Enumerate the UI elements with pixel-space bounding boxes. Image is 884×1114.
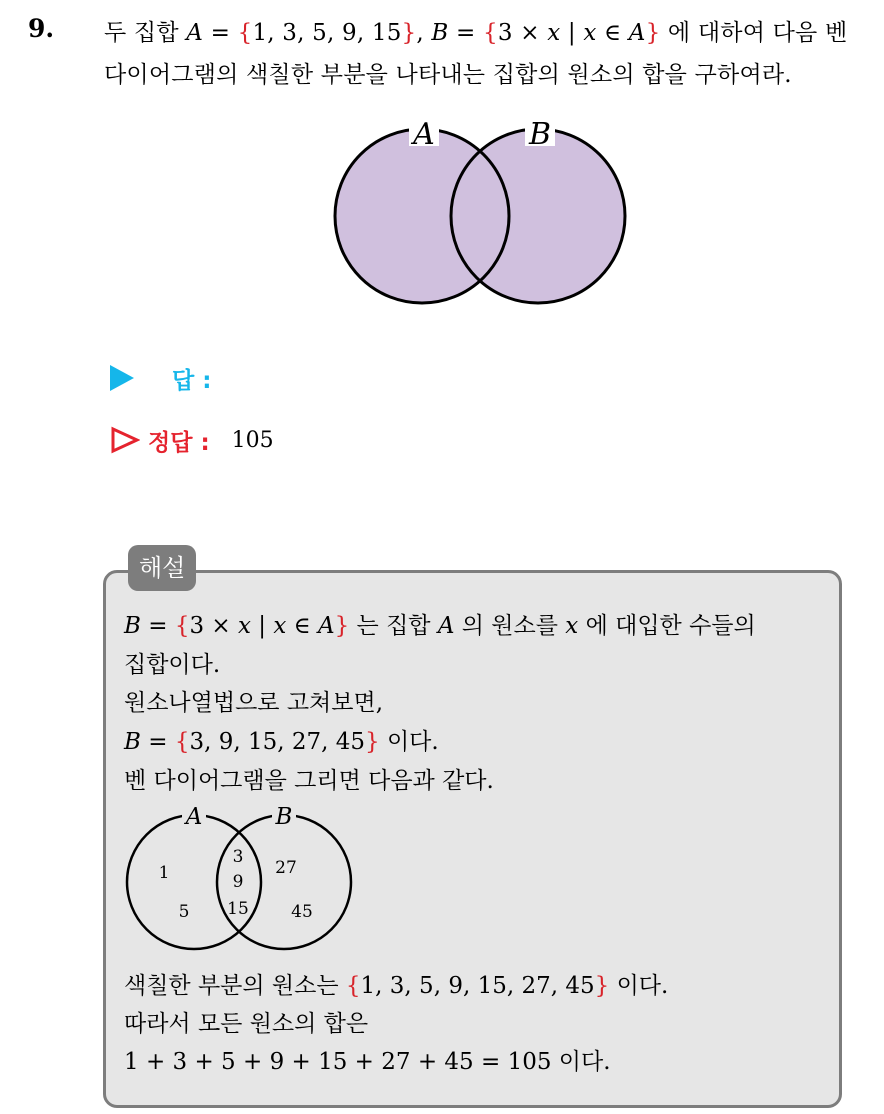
brace-open: { — [174, 613, 190, 639]
comma: , — [416, 20, 432, 46]
set-a-symbol: A — [317, 613, 335, 639]
venn-label-b: B — [528, 117, 552, 152]
answer-label: 답 : — [172, 367, 212, 394]
set-b-symbol: B — [124, 613, 141, 639]
venn-element: 1 — [158, 863, 170, 883]
brace-close: } — [365, 729, 380, 755]
solution-text: 이다. — [551, 1049, 611, 1075]
brace-close: } — [594, 973, 610, 999]
set-a-elements: 1, 3, 5, 9, 15 — [252, 20, 402, 46]
solution-venn-diagram — [118, 800, 363, 965]
solution-text: 색칠한 부분의 원소는 — [124, 973, 346, 999]
equals-sign: = — [140, 729, 175, 755]
answer-row — [110, 360, 211, 396]
brace-open: { — [345, 973, 361, 999]
set-b-elements: 3, 9, 15, 27, 45 — [189, 729, 366, 755]
solution-venn-label-a: A — [185, 804, 203, 830]
set-a-symbol: A — [186, 20, 204, 46]
play-triangle-icon — [110, 365, 134, 391]
sum-expression: 1 + 3 + 5 + 9 + 15 + 27 + 45 = 105 — [124, 1049, 552, 1075]
correct-answer-row — [110, 422, 274, 458]
question-line-2: 다이어그램의 색칠한 부분을 나타내는 집합의 원소의 합을 구하여라. — [104, 62, 792, 88]
solution-line-3: 원소나열법으로 고쳐보면, — [124, 690, 384, 716]
set-b-symbol: B — [124, 729, 141, 755]
var-x: x — [565, 613, 579, 639]
var-x: x — [547, 20, 561, 46]
outline-triangle-icon — [110, 426, 140, 454]
solution-line-5: 벤 다이어그램을 그리면 다음과 같다. — [124, 768, 494, 794]
brace-close: } — [401, 20, 417, 46]
brace-open: { — [483, 20, 498, 46]
venn-element: 5 — [178, 902, 190, 922]
venn-element: 15 — [227, 899, 249, 919]
solution-line-1 — [124, 607, 756, 640]
solution-text: 에 대입한 수들의 — [578, 613, 756, 639]
venn-label-a: A — [413, 117, 435, 152]
union-elements: 1, 3, 5, 9, 15, 27, 45 — [360, 973, 595, 999]
solution-tag: 해설 — [128, 545, 196, 591]
set-b-lhs: 3 × — [497, 20, 548, 46]
venn-element: 3 — [232, 847, 244, 867]
question-suffix: 에 대하여 다음 벤 — [660, 20, 848, 46]
set-a-symbol: A — [437, 613, 455, 639]
brace-open: { — [174, 729, 190, 755]
solution-line-8 — [124, 1043, 611, 1076]
equals-sign: = — [448, 20, 484, 46]
solution-line-7: 따라서 모든 원소의 합은 — [124, 1011, 369, 1037]
solution-line-6 — [124, 967, 668, 1000]
set-b-symbol: B — [431, 20, 449, 46]
solution-line-2: 집합이다. — [124, 652, 221, 678]
solution-text: 이다. — [609, 973, 669, 999]
venn-diagram — [325, 110, 635, 320]
set-b-lhs: 3 × — [189, 613, 238, 639]
var-x: x — [273, 613, 287, 639]
equals-sign: = — [140, 613, 175, 639]
venn-element: 45 — [291, 902, 313, 922]
correct-answer-value: 105 — [231, 427, 274, 453]
solution-text: 이다. — [379, 729, 439, 755]
question-number: 9. — [28, 14, 55, 43]
bar: | — [560, 20, 584, 46]
brace-close: } — [334, 613, 350, 639]
equals-sign: = — [203, 20, 238, 46]
question-prefix: 두 집합 — [104, 20, 187, 46]
brace-open: { — [237, 20, 253, 46]
var-x: x — [237, 613, 251, 639]
member-symbol: ∈ — [286, 613, 318, 639]
question-line-1 — [104, 14, 847, 47]
brace-close: } — [645, 20, 661, 46]
set-a-symbol: A — [628, 20, 646, 46]
solution-text: 는 집합 — [349, 613, 438, 639]
member-symbol: ∈ — [596, 20, 629, 46]
venn-element: 27 — [275, 858, 297, 878]
venn-element: 9 — [232, 872, 244, 892]
solution-text: 의 원소를 — [454, 613, 566, 639]
correct-answer-label: 정답 : — [148, 429, 210, 456]
solution-line-4 — [124, 723, 439, 756]
bar: | — [250, 613, 274, 639]
solution-venn-label-b: B — [275, 804, 293, 830]
var-x: x — [583, 20, 597, 46]
